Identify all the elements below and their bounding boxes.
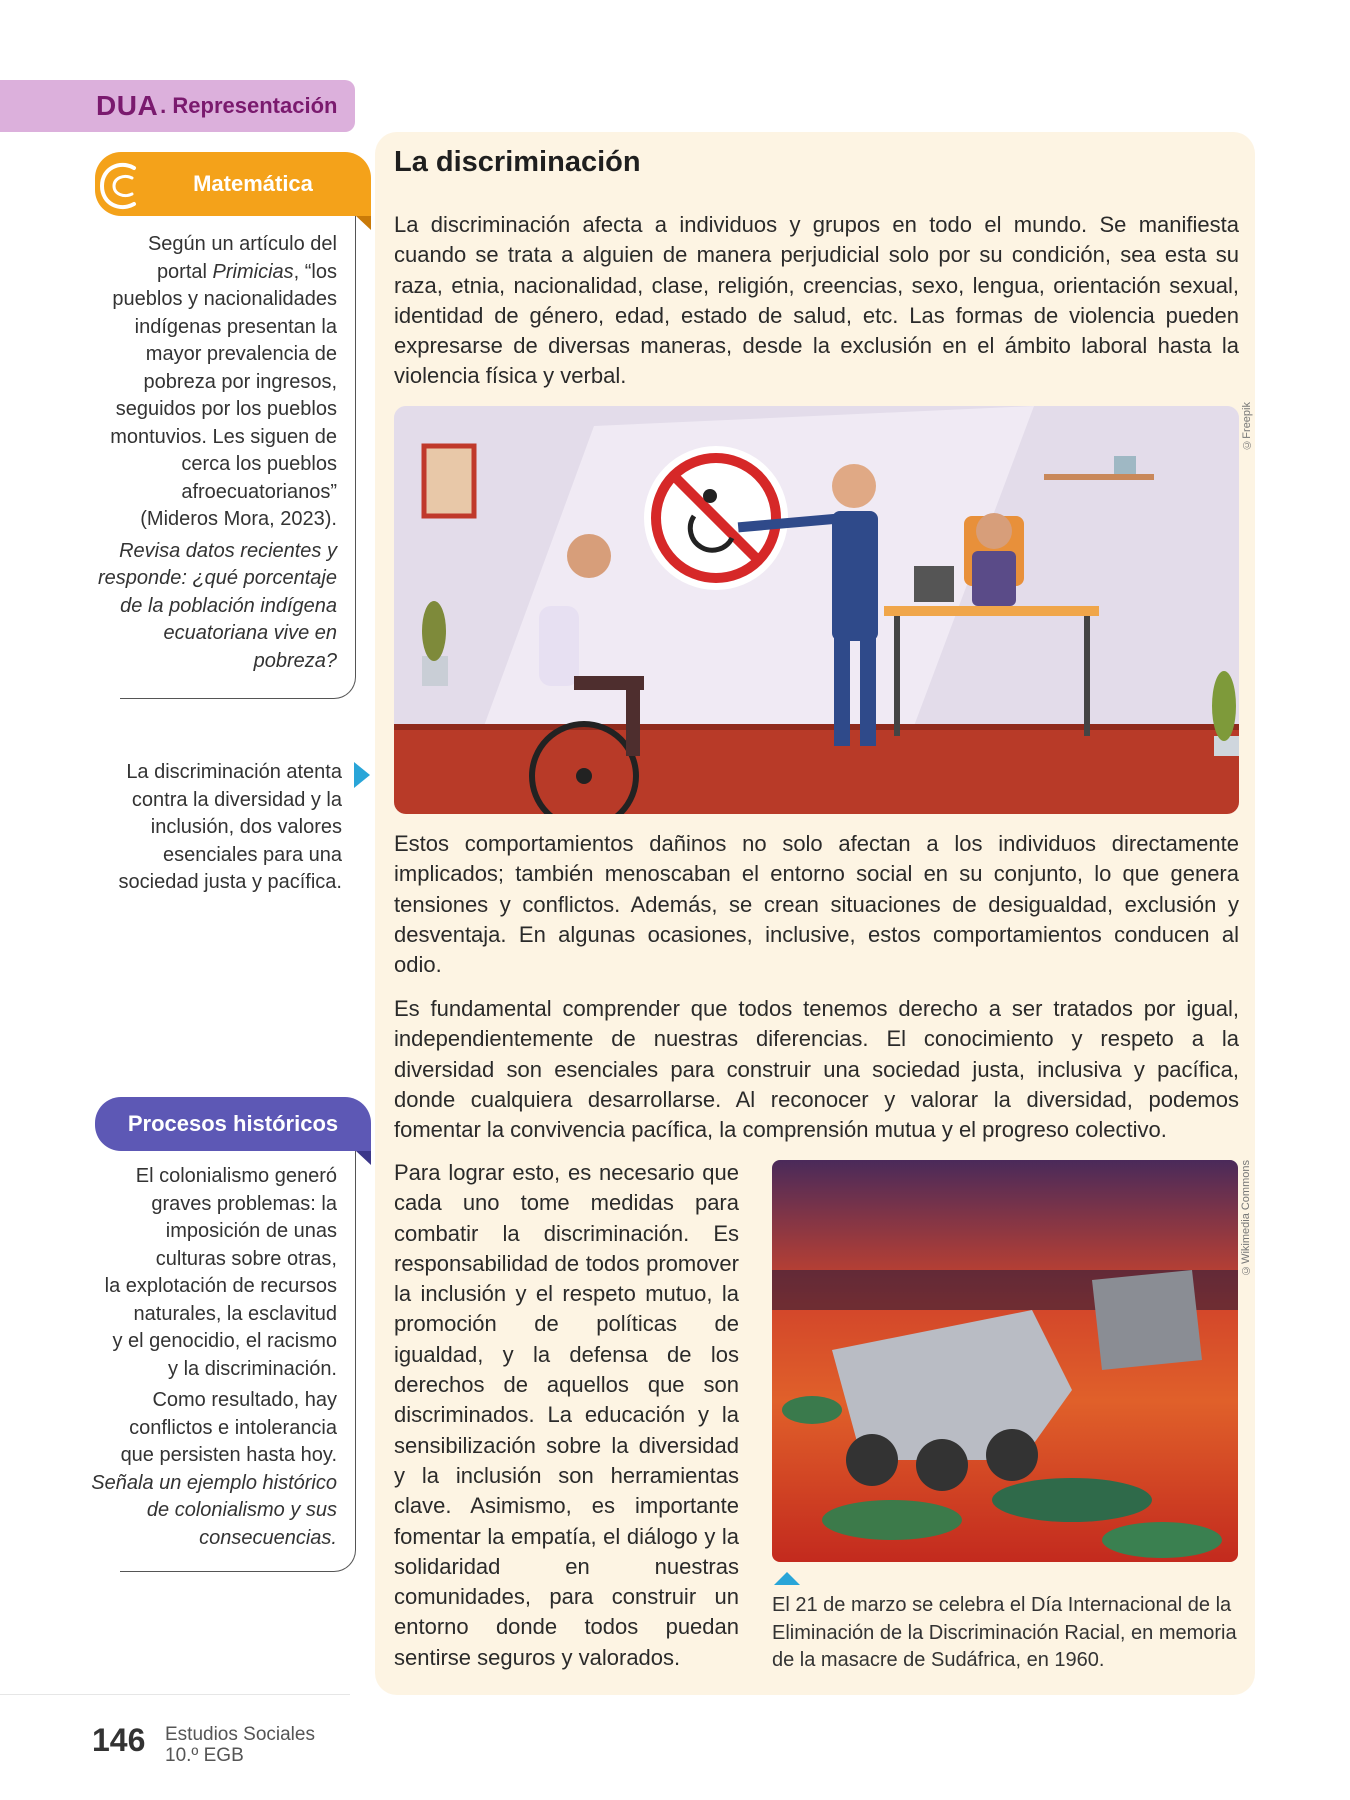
massacre-painting: [772, 1160, 1238, 1562]
procesos-text: El colonialismo generó graves problemas: la imposición de unas culturas sobre otras, la explotación de recursos naturales, la esclavitud y el genocidio, el racismo y la discriminación. Como resultado, hay conflictos e intolerancia que persisten hasta hoy. Señala un ejemplo histórico de colonialismo y sus consecuencias.: [60, 1163, 337, 1552]
procesos-label: Procesos históricos: [127, 1111, 339, 1136]
math-c-icon: [96, 158, 144, 214]
pointer-arrow-icon: [354, 762, 370, 788]
matematica-fold: [356, 216, 371, 230]
paragraph-2: Estos comportamientos dañinos no solo afectan a los individuos directamente implicados; también menoscaban el entorno social en su conjunto, lo que genera tensiones y conflictos. Además, se crean situaciones de desigualdad, exclusión y desventaja. En algunas ocasiones, inclusive, estos comportamientos conducen al odio.: [394, 831, 1239, 978]
matematica-line: pueblos y nacionalidades: [112, 288, 337, 310]
paragraph-1: La discriminación afecta a individuos y grupos en todo el mundo. Se manifiesta cuando se trata a alguien de manera perjudicial solo por su condición, sea esta su raza, etnia, nacionalidad, clase, religión, creencias, sexo, lengua, orientación sexual, identidad de género, edad, estado de salud, etc. Las formas de violencia pueden expresarse de diversas maneras, desde la exclusión en el ámbito laboral hasta la violencia física y verbal.: [394, 212, 1239, 389]
matematica-line: Según un artículo del: [147, 233, 337, 255]
credit-freepik: ©Freepik: [1241, 402, 1253, 451]
matematica-line: montuvios. Les siguen de: [110, 425, 337, 448]
caption-marker-icon: [774, 1572, 800, 1585]
matematica-line: cerca los pueblos: [181, 453, 337, 475]
matematica-line: portal Primicias, “los: [156, 260, 337, 283]
section-title: La discriminación: [394, 146, 641, 178]
procesos-fold: [356, 1151, 371, 1165]
matematica-line: seguidos por los pueblos: [115, 398, 337, 420]
matematica-line: indígenas presentan la: [134, 315, 337, 338]
subject-label: Estudios Sociales: [165, 1724, 315, 1745]
image-caption: El 21 de marzo se celebra el Día Internacional de la Eliminación de la Discriminación Racial, en memoria de la masacre de Sudáfrica, en 1960.: [772, 1594, 1237, 1671]
matematica-question: Revisa datos recientes y responde: ¿qué porcentaje de la población indígena ecuatoriana vive en pobreza?: [97, 539, 337, 672]
paragraph-4: Para lograr esto, es necesario que cada uno tome medidas para combatir la discriminación. Es responsabilidad de todos promover la inclusión y el respeto mutuo, la promoción de políticas de igualdad, y la defensa de los derechos de aquellos que son discriminados. La educación y la sensibilización sobre la diversidad y la inclusión son herramientas clave. Asimismo, es importante fomentar la empatía, el diálogo y la solidaridad en nuestras comunidades, para construir un entorno donde todos puedan sentirse seguros y valorados.: [394, 1160, 739, 1670]
matematica-line: (Mideros Mora, 2023).: [140, 508, 337, 530]
dua-strong: DUA: [96, 90, 159, 121]
discrimination-illustration: [394, 406, 1239, 814]
procesos-question: Señala un ejemplo histórico de colonialismo y sus consecuencias.: [91, 1471, 337, 1549]
page-number: 146: [92, 1722, 146, 1758]
procesos-text-2: Como resultado, hay conflictos e intolerancia que persisten hasta hoy.: [120, 1389, 337, 1466]
paragraph-3: Es fundamental comprender que todos tenemos derecho a ser tratados por igual, independientemente de nuestras diferencias. El conocimiento y respeto a la diversidad son esenciales para construir una sociedad justa, inclusiva y pacífica, donde cualquiera desarrollarse. Al reconocer y valorar la diversidad, podemos fomentar la convivencia pacífica, la comprensión mutua y el progreso colectivo.: [394, 996, 1239, 1143]
grade-label: 10.º EGB: [165, 1745, 244, 1766]
matematica-line: mayor prevalencia de: [145, 343, 337, 365]
credit-wikimedia: ©Wikimedia Commons: [1240, 1160, 1252, 1276]
matematica-text: [60, 231, 337, 675]
procesos-pill: [95, 1097, 371, 1151]
matematica-line: pobreza por ingresos,: [143, 370, 337, 393]
dua-label: . Representación: [160, 93, 338, 118]
matematica-line: afroecuatorianos”: [181, 480, 337, 503]
dua-tab: [0, 80, 355, 132]
side-note: La discriminación atenta contra la diversidad y la inclusión, dos valores esenciales para una sociedad justa y pacífica.: [118, 761, 342, 893]
footer-subject: [165, 1724, 315, 1766]
matematica-label: Matemática: [193, 171, 313, 196]
footer-divider: [0, 1694, 350, 1695]
